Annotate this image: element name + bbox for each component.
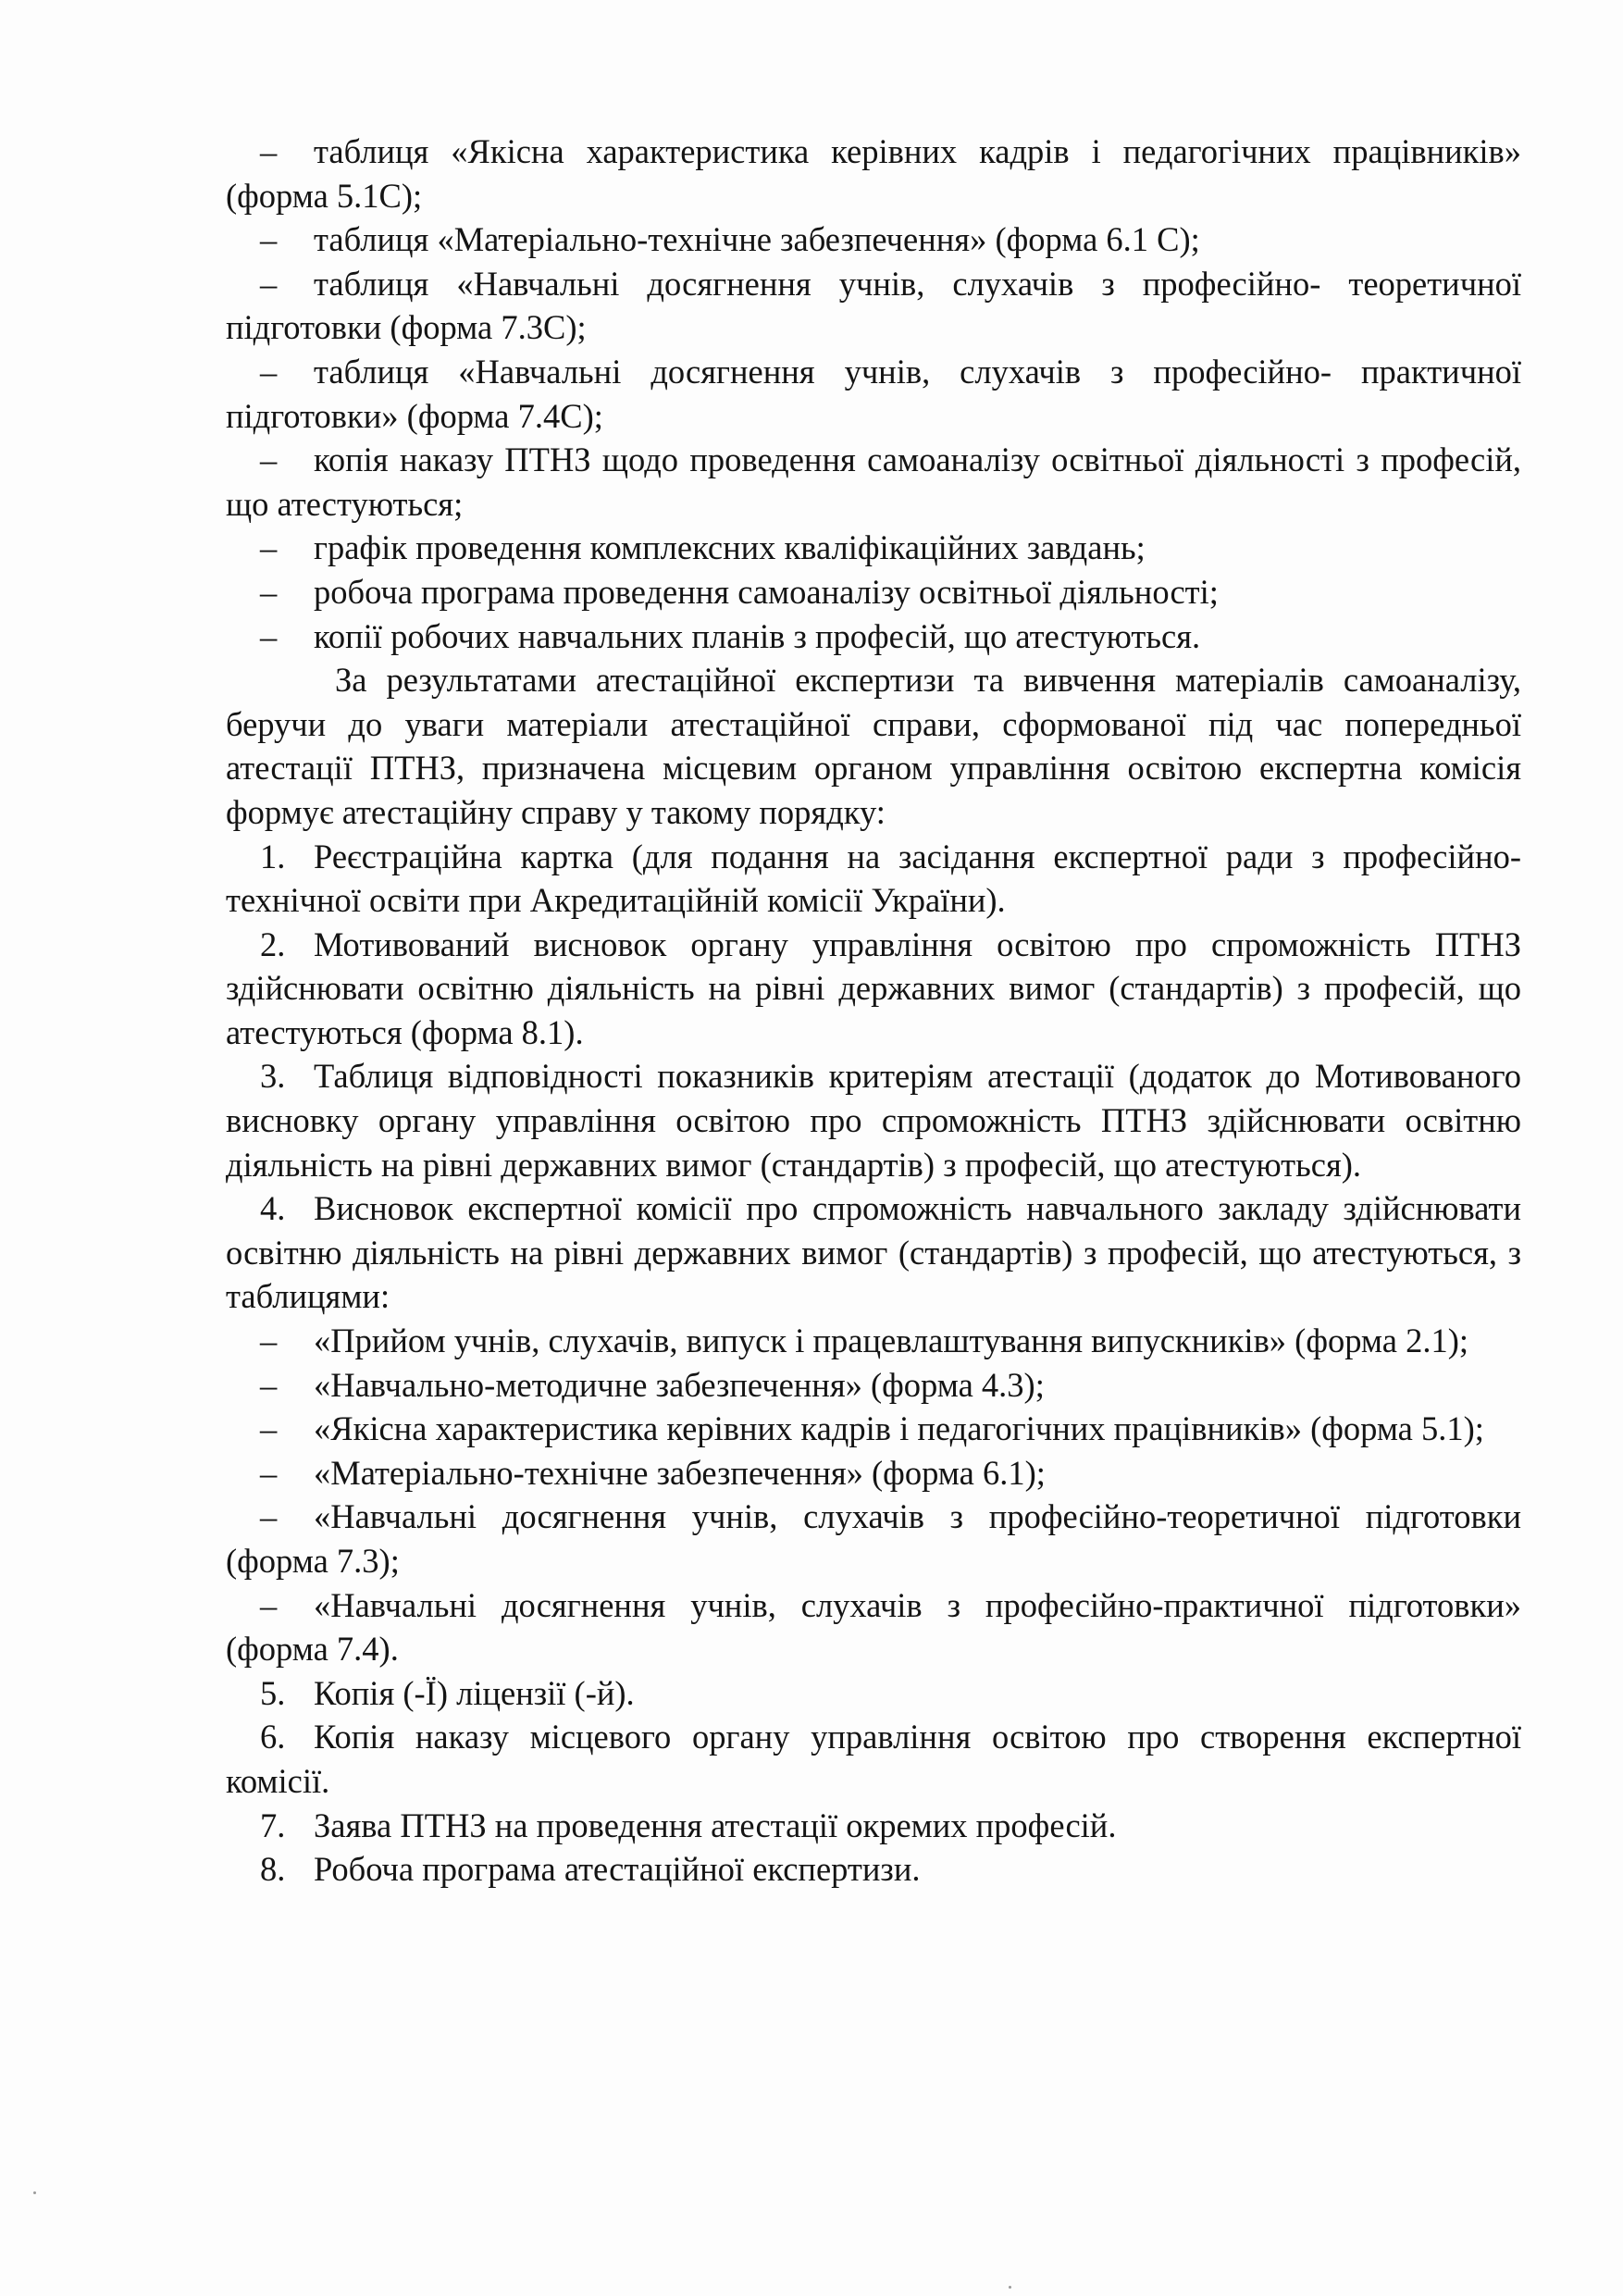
list-item: [226, 262, 1521, 350]
numbered-item: [226, 1804, 1521, 1848]
list-item: [226, 217, 1521, 262]
numbered-item-text: Робоча програма атестаційної експертизи.: [314, 1850, 921, 1889]
numbered-item: [226, 835, 1521, 923]
dash-marker: –: [260, 616, 278, 655]
dash-marker: –: [260, 1365, 278, 1404]
dash-marker: –: [260, 441, 278, 479]
numbered-item: [226, 923, 1521, 1055]
dash-marker: –: [260, 352, 278, 391]
dash-marker: –: [260, 572, 278, 611]
list-item: [226, 1583, 1521, 1671]
numbered-item-text: Копія наказу місцевого органу управління освітою про створення експертної комісії.: [226, 1718, 1521, 1800]
list-item: [226, 1363, 1521, 1408]
dash-marker: –: [260, 1409, 278, 1448]
list-item: [226, 1451, 1521, 1496]
dash-marker: –: [260, 264, 278, 303]
list-item: [226, 350, 1521, 438]
item-number: 8.: [260, 1850, 286, 1889]
item-number: 1.: [260, 837, 286, 875]
item-number: 2.: [260, 925, 286, 963]
body-paragraph: [226, 658, 1521, 834]
dash-marker: –: [260, 1585, 278, 1624]
item-number: 7.: [260, 1806, 286, 1844]
list-item: [226, 1495, 1521, 1582]
numbered-item-text: Заява ПТНЗ на проведення атестації окремих професій.: [314, 1806, 1117, 1844]
document-body: [226, 130, 1521, 1892]
item-number: 4.: [260, 1189, 286, 1228]
numbered-item-text: Копія (-Ї) ліцензії (-й).: [314, 1673, 635, 1712]
list-item: [226, 438, 1521, 526]
numbered-item-text: Таблиця відповідності показників критеріям атестації (додаток до Мотивованого висновку органу управління освітою про спроможність ПТНЗ здійснювати освітню діяльність на рівні державних вимог (стандартів) з професій, що атестуються).: [226, 1057, 1521, 1184]
item-number: 5.: [260, 1673, 286, 1712]
list-item-text: таблиця «Матеріально-технічне забезпечення» (форма 6.1 С);: [314, 220, 1200, 259]
dash-marker: –: [260, 1322, 278, 1360]
numbered-item: [226, 1186, 1521, 1319]
numbered-item: [226, 1847, 1521, 1892]
dash-marker: –: [260, 528, 278, 567]
numbered-item: [226, 1715, 1521, 1803]
scan-speck: [1009, 2286, 1011, 2289]
dash-marker: –: [260, 220, 278, 259]
list-item-text: «Матеріально-технічне забезпечення» (форма 6.1);: [314, 1453, 1046, 1492]
numbered-item: [226, 1054, 1521, 1186]
scan-speck: [33, 2191, 36, 2194]
item-number: 6.: [260, 1718, 286, 1756]
list-item-text: графік проведення комплексних кваліфікаційних завдань;: [314, 528, 1146, 567]
numbered-item: [226, 1671, 1521, 1716]
dash-marker: –: [260, 1497, 278, 1536]
item-number: 3.: [260, 1057, 286, 1096]
dash-marker: –: [260, 1453, 278, 1492]
dash-marker: –: [260, 132, 278, 170]
numbered-item-text: Висновок експертної комісії про спроможність навчального закладу здійснювати освітню діяльність на рівні державних вимог (стандартів) з професій, що атестуються, з таблицями:: [226, 1189, 1521, 1316]
list-item-text: копії робочих навчальних планів з професій, що атестуються.: [314, 616, 1201, 655]
list-item: [226, 614, 1521, 659]
list-item-text: «Навчальні досягнення учнів, слухачів з професійно-практичної підготовки» (форма 7.4).: [226, 1585, 1521, 1669]
list-item-text: «Якісна характеристика керівних кадрів і педагогічних працівників» (форма 5.1);: [314, 1409, 1484, 1448]
list-item-text: «Прийом учнів, слухачів, випуск і працевлаштування випускників» (форма 2.1);: [314, 1322, 1469, 1360]
list-item-text: таблиця «Навчальні досягнення учнів, слухачів з професійно- теоретичної підготовки (форма 7.3С);: [226, 264, 1521, 347]
list-item: [226, 1319, 1521, 1363]
list-item: [226, 526, 1521, 570]
list-item: [226, 1407, 1521, 1451]
list-item-text: копія наказу ПТНЗ щодо проведення самоаналізу освітньої діяльності з професій, що атестуються;: [226, 441, 1521, 523]
list-item-text: робоча програма проведення самоаналізу освітньої діяльності;: [314, 572, 1219, 611]
list-item-text: «Навчальні досягнення учнів, слухачів з професійно-теоретичної підготовки (форма 7.3);: [226, 1497, 1521, 1580]
list-item: [226, 130, 1521, 217]
list-item: [226, 570, 1521, 614]
numbered-item-text: Мотивований висновок органу управління освітою про спроможність ПТНЗ здійснювати освітню діяльність на рівні державних вимог (стандартів) з професій, що атестуються (форма 8.1).: [226, 925, 1521, 1051]
list-item-text: таблиця «Навчальні досягнення учнів, слухачів з професійно- практичної підготовки» (форма 7.4С);: [226, 352, 1521, 435]
paragraph-text: За результатами атестаційної експертизи та вивчення матеріалів самоаналізу, беручи до уваги матеріали атестаційної справи, сформованої під час попередньої атестації ПТНЗ, призначена місцевим органом управління освітою експертна комісія формує атестаційну справу у такому порядку:: [226, 661, 1521, 831]
list-item-text: таблиця «Якісна характеристика керівних кадрів і педагогічних працівників» (форма 5.1С);: [226, 132, 1521, 215]
list-item-text: «Навчально-методичне забезпечення» (форма 4.3);: [314, 1365, 1045, 1404]
numbered-item-text: Реєстраційна картка (для подання на засідання експертної ради з професійно-технічної освіти при Акредитаційній комісії України).: [226, 837, 1521, 920]
